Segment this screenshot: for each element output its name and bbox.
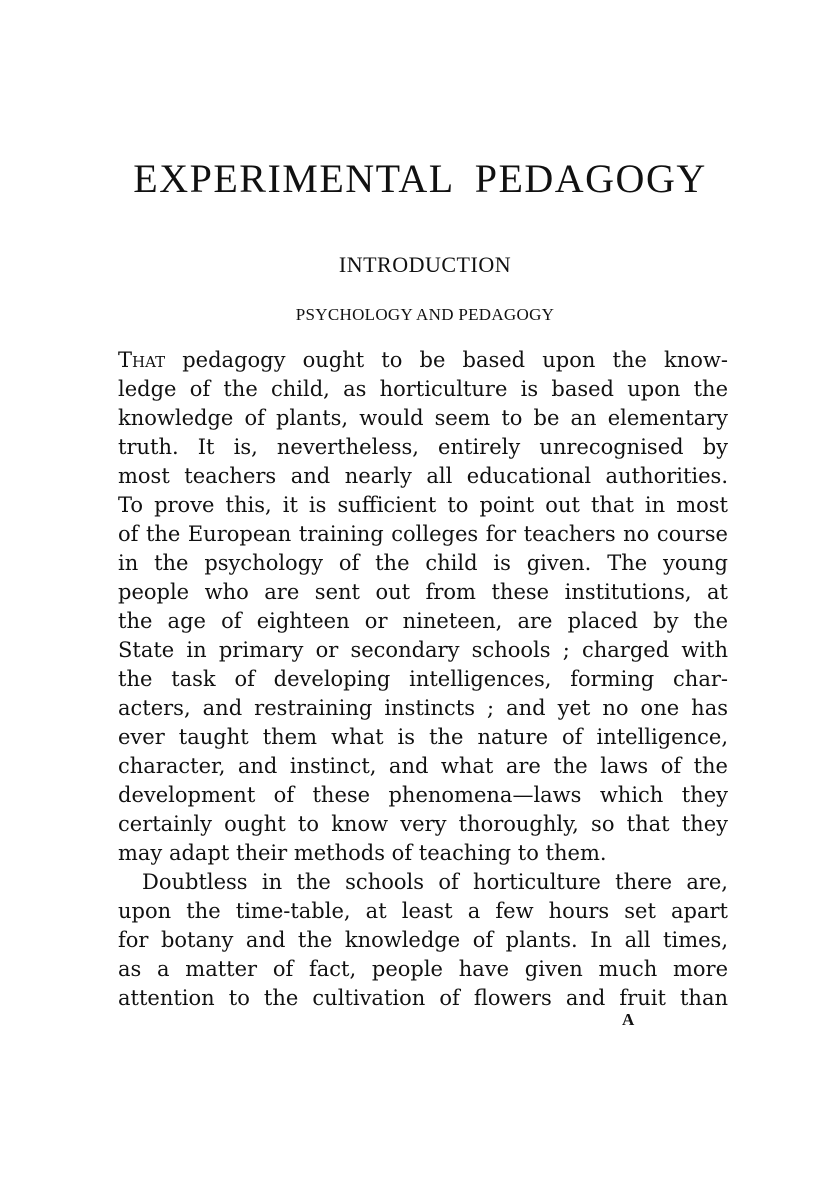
lead-word: That [118,348,166,372]
text-line: ledge of the child, as horticulture is based upon the [118,377,728,401]
paragraph-1 [118,346,728,868]
text-line: To prove this, it is sufficient to point out that in most [118,493,728,517]
section-heading: INTRODUCTION [338,252,512,277]
text-line: attention to the cultivation of flowers and fruit than [118,986,728,1010]
text-line: Doubtless in the schools of horticulture there are, [142,870,728,894]
body-text [118,346,728,1013]
text-line: as a matter of fact, people have given much more [118,957,728,981]
text-line: acters, and restraining instincts ; and yet no one has [118,696,728,720]
text-line: upon the time-table, at least a few hours set apart [118,899,728,923]
text-line: certainly ought to know very thoroughly, so that they [118,812,728,836]
text-line: for botany and the knowledge of plants. In all times, [118,928,728,952]
text-line: of the European training colleges for teachers no course [118,522,728,546]
text-line [118,346,728,375]
text-line: character, and instinct, and what are the laws of the [118,754,728,778]
text-line-rest: pedagogy ought to be based upon the know- [165,348,728,372]
text-line: the age of eighteen or nineteen, are placed by the [118,609,728,633]
text-line: may adapt their methods of teaching to them. [118,841,607,865]
text-line: the task of developing intelligences, forming char- [118,667,728,691]
book-title: EXPERIMENTAL PEDAGOGY [133,156,707,201]
text-line: people who are sent out from these institutions, at [118,580,728,604]
text-line: development of these phenomena—laws which they [118,783,728,807]
signature-mark: A [622,1010,635,1029]
paragraph-2 [118,868,728,1013]
text-line: knowledge of plants, would seem to be an elementary [118,406,728,430]
text-line: most teachers and nearly all educational authorities. [118,464,728,488]
sub-heading: PSYCHOLOGY AND PEDAGOGY [295,305,555,324]
text-line: ever taught them what is the nature of intelligence, [118,725,728,749]
text-line: in the psychology of the child is given. The young [118,551,728,575]
text-line: State in primary or secondary schools ; charged with [118,638,728,662]
text-line: truth. It is, nevertheless, entirely unrecognised by [118,435,728,459]
